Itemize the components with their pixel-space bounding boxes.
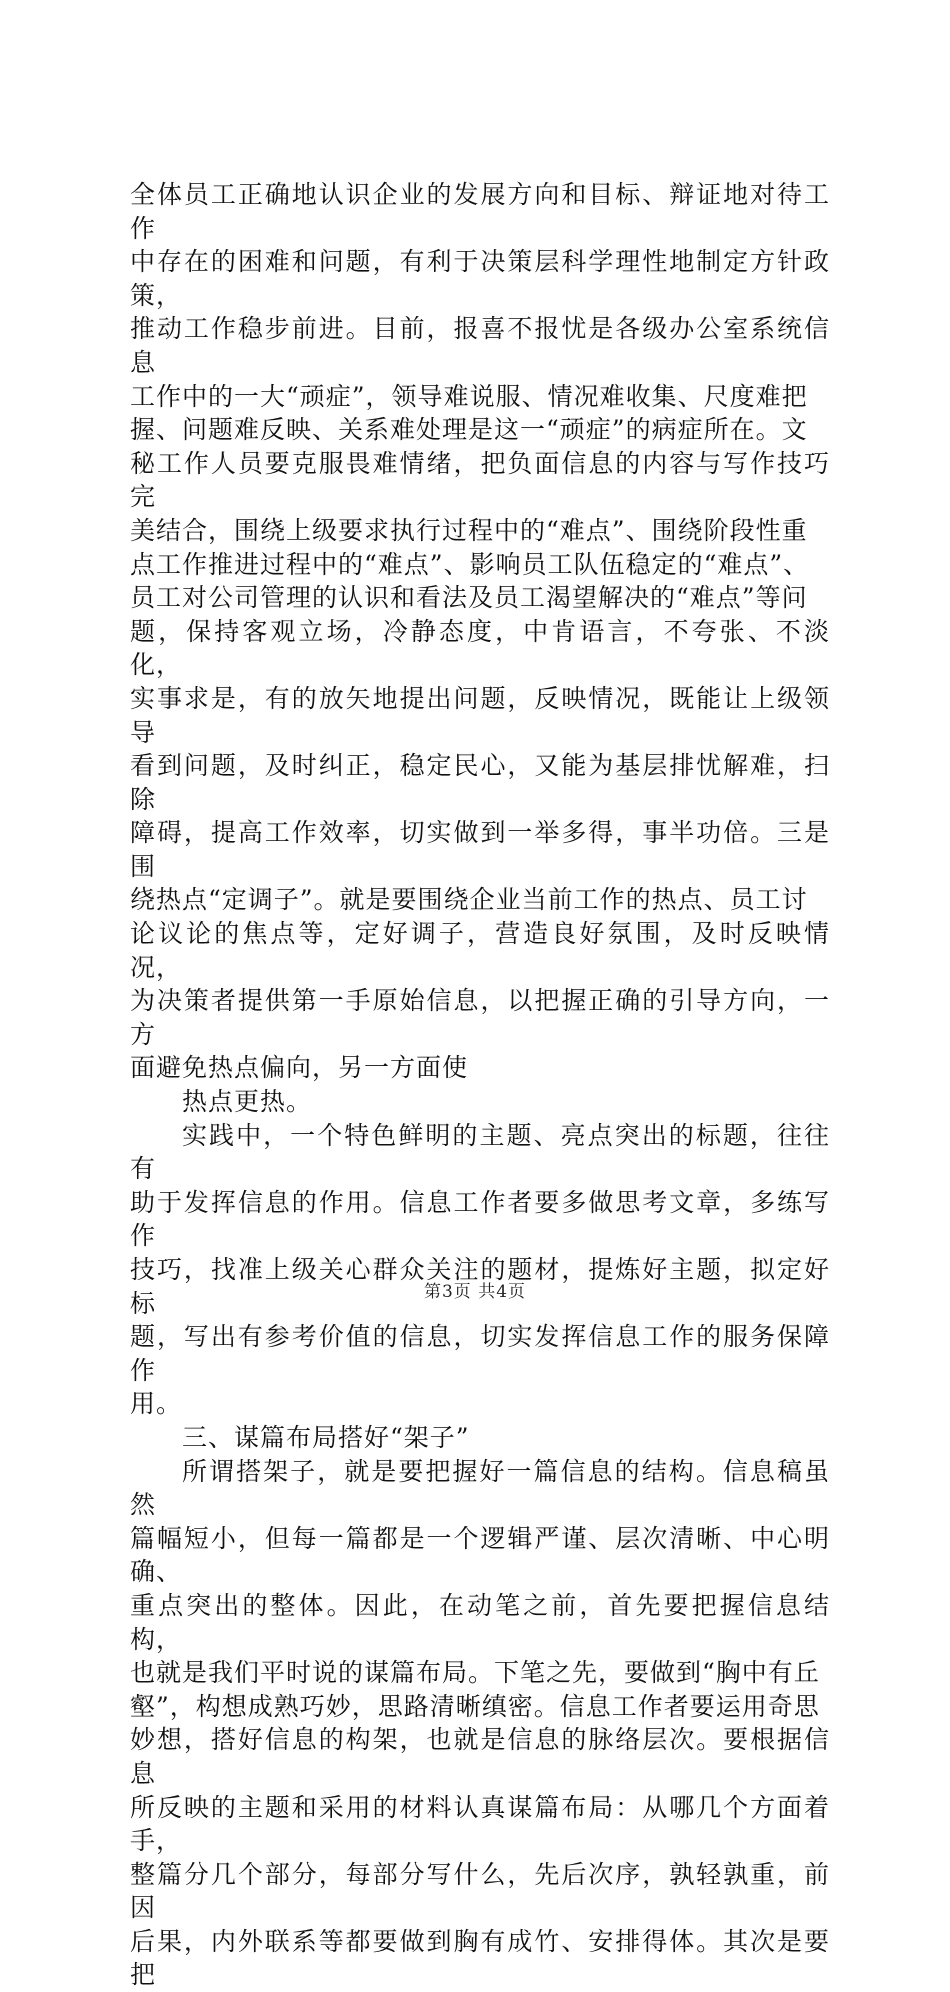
paragraph-hotspot-end: 热点更热。 (182, 1087, 313, 1117)
paragraph-continuation: 全体员工正确地认识企业的发展方向和目标、辩证地对待工作 中存在的困难和问题，有利于决策层科学理性地制定方针政策， 推动工作稳步前进。目前，报喜不报忧是各级办公室系统信息 工作中的一大“顽症”，领导难说服、情况难收集、尺度难把 握、问题难反映、关系难处理是这一“顽症”的病症所在。文 秘工作人员要克服畏难情绪，把负面信息的内容与写作技巧完 美结合，围绕上级要求执行过程中的“难点”、围绕阶段性重 点工作推进过程中的“难点”、影响员工队伍稳定的“难点”、 员工对公司管理的认识和看法及员工渴望解决的“难点”等问 题，保持客观立场，冷静态度，中肯语言，不夸张、不淡化， 实事求是，有的放矢地提出问题，反映情况，既能让上级领导 看到问题，及时纠正，稳定民心，又能为基层排忧解难，扫除 障碍，提高工作效率，切实做到一举多得，事半功倍。三是围 绕热点“定调子”。就是要围绕企业当前工作的热点、员工讨 论议论的焦点等，定好调子，营造良好氛围，及时反映情况， 为决策者提供第一手原始信息，以把握正确的引导方向，一方 面避免热点偏向，另一方面使 (130, 180, 830, 1083)
paragraph-practice: 实践中，一个特色鲜明的主题、亮点突出的标题，往往有 助于发挥信息的作用。信息工作者要多做思考文章，多练写作 技巧，找准上级关心群众关注的题材，提炼好主题，拟定好标 题，写出有参考价值的信息，切实发挥信息工作的服务保障作 用。 (130, 1120, 830, 1419)
section-heading-three: 三、谋篇布局搭好“架子” (182, 1422, 470, 1452)
paragraph-structure: 所谓搭架子，就是要把握好一篇信息的结构。信息稿虽然 篇幅短小，但每一篇都是一个逻辑严谨、层次清晰、中心明确、 重点突出的整体。因此，在动笔之前，首先要把握信息结构， 也就是我们平时说的谋篇布局。下笔之先，要做到“胸中有丘 壑”，构想成熟巧妙，思路清晰缜密。信息工作者要运用奇思 妙想，搭好信息的构架，也就是信息的脉络层次。要根据信息 所反映的主题和采用的材料认真谋篇布局：从哪几个方面着手， 整篇分几个部分，每部分写什么，先后次序，孰轻孰重，前因 后果，内外联系等都要做到胸有成竹、安排得体。其次是要把 (130, 1456, 830, 1990)
document-body (130, 178, 830, 1992)
page-footer: 第3页 共4页 (423, 1282, 527, 1302)
